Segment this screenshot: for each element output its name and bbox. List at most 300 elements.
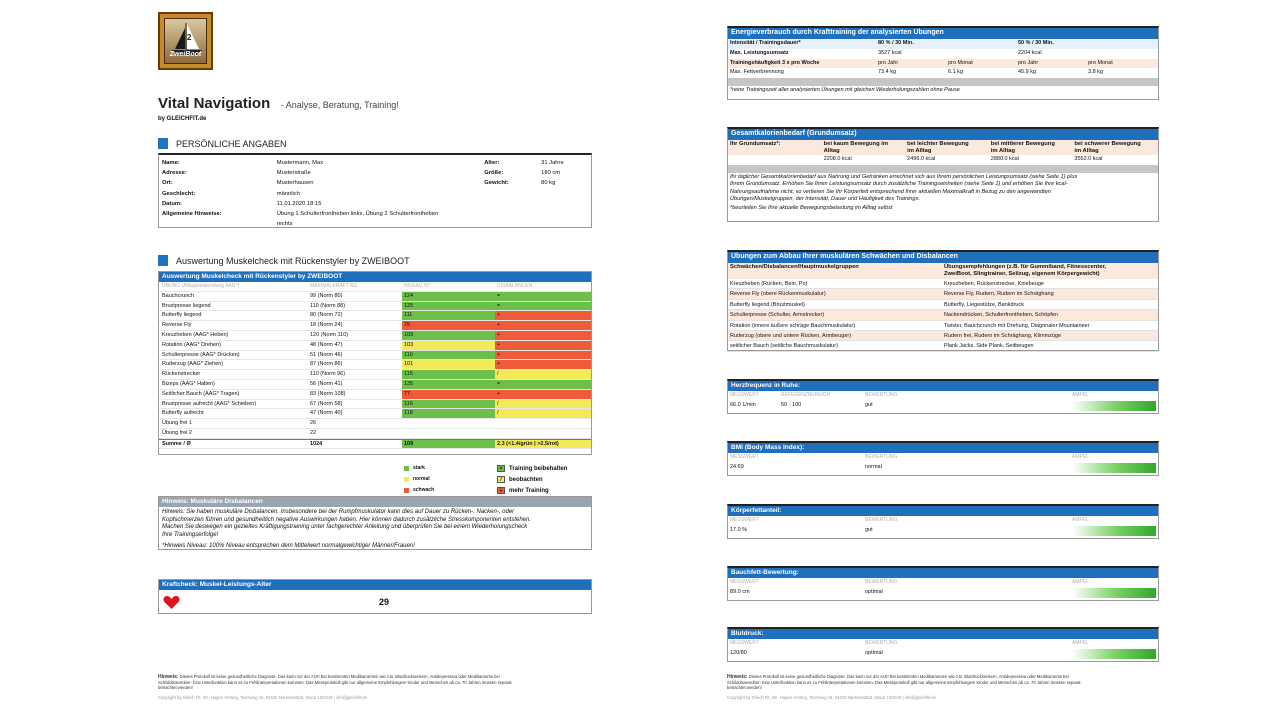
umsatz-80: 3527 kcal bbox=[878, 49, 902, 56]
vital-title: BMI (Body Mass Index): bbox=[728, 443, 1158, 453]
header-bewertung: BEWERTUNG bbox=[865, 578, 898, 585]
exercise-niveau: 115 bbox=[402, 370, 495, 379]
exercise-niveau: 77 bbox=[402, 390, 495, 399]
sum-niveau: 109 bbox=[402, 440, 495, 448]
left-footer bbox=[158, 674, 592, 700]
text-line: Nahrungsaufnahme nicht, so verlieren Sie Ihr Körperfett entsprechend Ihrer aktuellen Maximalkraft in Bezug zu den angewandten bbox=[730, 188, 1051, 195]
exercise-disbalance: / bbox=[495, 409, 591, 418]
calories-header-leicht bbox=[907, 141, 991, 155]
exercise-maxkraft: 110 (Norm 88) bbox=[310, 302, 346, 309]
note-line: Ihre Trainingserfolge! bbox=[162, 531, 219, 538]
header-line: Übungsempfehlungen (z.B. für Gummiband, Fitnesscenter, bbox=[944, 264, 1107, 270]
personal-value-2: 80 kg bbox=[541, 180, 556, 187]
vital-title: Blutdruck: bbox=[728, 629, 1158, 639]
energy-title: Energieverbrauch durch Krafttraining der analysierten Übungen bbox=[728, 28, 1158, 39]
personal-value-2 bbox=[541, 219, 591, 229]
personal-value: Mustermann, Max bbox=[276, 160, 324, 166]
exercise-niveau: 124 bbox=[402, 292, 495, 301]
table-row bbox=[159, 341, 591, 351]
personal-value: rechts bbox=[276, 221, 293, 228]
vital-rating: gut bbox=[865, 402, 873, 409]
personal-value-2 bbox=[541, 189, 591, 199]
vital-measure: 24.69 bbox=[730, 464, 744, 471]
vital-header bbox=[728, 516, 1158, 525]
vital-rating: normal bbox=[865, 464, 882, 471]
intensity-80: 80 % / 30 Min. bbox=[878, 40, 914, 46]
note-line: Hinweis: Sie haben muskuläre Disbalancen. Insbesondere bei der Rumpfmuskulatur kann dies auf Dauer zu Rücken-, Nacken-, oder bbox=[162, 509, 515, 515]
fat-year-80: 73.4 kg bbox=[878, 69, 897, 76]
exercise-niveau: 75 bbox=[402, 321, 495, 330]
legend-normal bbox=[404, 476, 430, 482]
calories-text bbox=[728, 173, 1158, 214]
weakness-name: seitlicher Bauch (seitliche Bauchmuskulatur) bbox=[730, 343, 838, 350]
footer-hint-label: Hinweis: bbox=[158, 674, 179, 680]
energy-row-fat bbox=[728, 68, 1158, 78]
header-maxkraft: MAXIMALKRAFT KG bbox=[310, 283, 358, 289]
table-row bbox=[159, 302, 591, 312]
page-subtitle: - Analyse, Beratung, Training! bbox=[280, 100, 399, 110]
personal-label: Adresse: bbox=[162, 170, 187, 177]
footer-hint-text: Dieses Protokoll ist keine gesundheitliche Diagnose. Das kann nur der Arzt! Bei bestimmten Medikamenten wie z.B. Blutdrucksenkern, Antidepressiva oder Medikamente bei bbox=[179, 674, 500, 679]
exercise-niveau: 118 bbox=[402, 409, 495, 418]
heart-icon bbox=[163, 595, 180, 610]
personal-label bbox=[159, 219, 277, 229]
vital-title: Herzfrequenz in Ruhe: bbox=[728, 381, 1158, 391]
umsatz-label: Max. Leistungsumsatz bbox=[730, 49, 789, 56]
footer-hint-text: betrachtet werden! bbox=[158, 685, 193, 691]
text-line: Ihrem Grundumsatz. Erhöhen Sie Ihren Leistungsumsatz durch zusätzliche Trainingseinheiten (siehe Seite 1) und erhöhen Sie Ihre kcal- bbox=[730, 181, 1068, 188]
zweiboot-logo bbox=[158, 12, 213, 70]
exercises-title: Übungen zum Abbau Ihrer muskulären Schwächen und Disbalancen bbox=[728, 252, 1158, 263]
exercise-name: Schulterpresse (AAG* Drücken) bbox=[162, 351, 240, 358]
symbol-slash: / bbox=[497, 476, 505, 483]
vital-measure: 17.0 % bbox=[730, 527, 748, 534]
period-year: pro Jahr bbox=[878, 59, 899, 66]
energy-note: *reine Trainingszeit aller analysierten Übungen mit gleichen Wiederholungszahlen ohne Pause bbox=[730, 87, 960, 94]
traffic-light-bar bbox=[1072, 588, 1156, 598]
exercise-niveau: 103 bbox=[402, 341, 495, 350]
vital-values bbox=[728, 587, 1158, 599]
exercise-name: Übung frei 1 bbox=[162, 420, 192, 427]
umsatz-50: 2204 kcal bbox=[1018, 49, 1042, 56]
weakness-name: Rotation (innere äußere schräge Bauchmuskulatur) bbox=[730, 322, 856, 329]
intensity-label: Intensität / Trainingsdauer* bbox=[730, 40, 801, 46]
footer-copyright: Copyright by Gleich Fit, Inh. Hagen Herting, Teichweg 16, 04420 Markranstädt, Stand 10/2019 | info@gleichfit.de bbox=[158, 694, 367, 700]
exercise-maxkraft: 18 (Norm 24) bbox=[310, 322, 343, 329]
exercise-maxkraft: 87 (Norm 86) bbox=[310, 361, 343, 368]
vital-values bbox=[728, 648, 1158, 660]
exercise-disbalance: / bbox=[495, 400, 591, 409]
header-bewertung: BEWERTUNG bbox=[865, 516, 898, 523]
vital-ampel-cell bbox=[1072, 401, 1158, 411]
exercise-disbalance: + bbox=[495, 311, 591, 320]
calories-header-schwer bbox=[1074, 141, 1158, 155]
header-messwert: MESSWERT bbox=[730, 453, 759, 460]
header-messwert: MESSWERT bbox=[730, 578, 759, 585]
personal-label-2: Alter: bbox=[484, 160, 500, 166]
muscle-table-title: Auswertung Muskelcheck mit Rückenstyler by ZWEIBOOT bbox=[159, 272, 591, 282]
header-exercise: ÜBUNG (Alltagsanwendung AAG*) bbox=[162, 283, 240, 289]
list-item bbox=[728, 279, 1158, 289]
exercise-niveau bbox=[402, 419, 495, 428]
energy-row-intensity bbox=[728, 39, 1158, 49]
muscle-table-header bbox=[159, 282, 591, 292]
header-line: bei mittlerer Bewegung bbox=[990, 141, 1055, 147]
personal-row bbox=[159, 199, 591, 209]
footer-hint-label: Hinweis: bbox=[727, 674, 748, 680]
exercise-disbalance: / bbox=[495, 370, 591, 379]
exercise-disbalance: = bbox=[495, 292, 591, 301]
exercise-name: Bauchcrunch bbox=[162, 292, 195, 299]
exercise-niveau: 110 bbox=[402, 351, 495, 360]
period-month: pro Monat bbox=[948, 59, 973, 66]
disbalance-note bbox=[158, 496, 592, 550]
sailboat-icon bbox=[165, 19, 208, 65]
yellow-swatch bbox=[404, 477, 409, 482]
footer-hint-text: betrachtet werden! bbox=[727, 685, 762, 691]
table-row bbox=[159, 351, 591, 361]
exercise-recommendation: Twister, Bauchcrunch mit Drehung, Diagonaler Mountaineer bbox=[944, 322, 1090, 329]
exercise-maxkraft: 47 (Norm 40) bbox=[310, 410, 343, 417]
exercises-table bbox=[727, 250, 1159, 351]
vital-box bbox=[727, 379, 1159, 414]
list-item bbox=[728, 341, 1158, 351]
footer-hint-text: Dieses Protokoll ist keine gesundheitliche Diagnose. Das kann nur der Arzt! Bei bestimmten Medikamenten wie z.B. Blutdrucksenkern, Antidepressiva oder Medikamente bei bbox=[748, 674, 1069, 679]
text-line: Ihr täglicher Gesamtkalorienbedarf aus Nahrung und Getränken errechnet sich aus Ihrem persönlichen Leistungsumsatz (siehe Seite 1) plus bbox=[730, 173, 1078, 180]
spacer bbox=[728, 155, 824, 165]
personal-row bbox=[159, 168, 591, 178]
disbalance-note-title: Hinweis: Muskuläre Disbalancen bbox=[159, 497, 591, 507]
vital-values bbox=[728, 525, 1158, 537]
exercise-name: Bizeps (AAG* Halten) bbox=[162, 380, 215, 387]
note-footnote: *Hinweis Niveau: 100% Niveau entsprechen dem Mittelwert normalgewichtiger Männer/Frauen! bbox=[162, 543, 415, 550]
weakness-name: Butterfly liegend (Brustmuskel) bbox=[730, 301, 805, 308]
sum-disbalance: 2.3 (<1.4/grün | >2.5/rot) bbox=[495, 440, 591, 448]
personal-row bbox=[159, 189, 591, 199]
legend-schwach bbox=[404, 487, 434, 493]
header-recommendation bbox=[944, 264, 1158, 279]
table-row bbox=[159, 360, 591, 370]
kraftcheck-box bbox=[158, 579, 592, 614]
exercise-recommendation: Kreuzheben, Rückenstrecker, Kniebeuge bbox=[944, 281, 1044, 287]
vital-rating: gut bbox=[865, 527, 873, 534]
energy-table bbox=[727, 26, 1159, 100]
exercise-maxkraft: 51 (Norm 46) bbox=[310, 351, 343, 358]
vital-measure: 66.0 1/min bbox=[730, 402, 756, 409]
exercise-maxkraft: 80 (Norm 72) bbox=[310, 312, 343, 319]
header-messwert: MESSWERT bbox=[730, 516, 759, 523]
exercise-niveau: 109 bbox=[402, 331, 495, 340]
separator bbox=[728, 165, 1158, 173]
period-year: pro Jahr bbox=[1018, 59, 1039, 66]
list-item bbox=[728, 310, 1158, 320]
byline: by GLEICHFIT.de bbox=[158, 116, 207, 122]
kcal-leicht: 2496.0 kcal bbox=[907, 156, 936, 162]
calories-values-row bbox=[728, 155, 1158, 165]
vital-ampel-cell bbox=[1072, 588, 1158, 598]
energy-row-frequency bbox=[728, 59, 1158, 69]
personal-row bbox=[159, 178, 591, 188]
muscle-sum-row bbox=[159, 439, 591, 449]
table-row bbox=[159, 400, 591, 410]
header-messwert: MESSWERT bbox=[730, 639, 759, 646]
exercise-niveau: 135 bbox=[402, 380, 495, 389]
exercise-maxkraft: 48 (Norm 47) bbox=[310, 341, 343, 348]
header-line: im Alltag bbox=[1074, 147, 1099, 154]
header-bewertung: BEWERTUNG bbox=[865, 453, 898, 460]
header-ampel: AMPEL bbox=[1072, 391, 1089, 398]
table-row bbox=[159, 321, 591, 331]
vital-ampel-cell bbox=[1072, 463, 1158, 473]
header-ampel: AMPEL bbox=[1072, 639, 1089, 646]
vital-header bbox=[728, 391, 1158, 400]
exercise-recommendation: Plank Jacks, Side Plank, Seitbeugen bbox=[944, 343, 1034, 350]
calories-header-kaum bbox=[824, 141, 908, 155]
green-swatch bbox=[404, 466, 409, 471]
fat-month-80: 6.1 kg bbox=[948, 69, 963, 76]
red-swatch bbox=[404, 488, 409, 493]
header-ampel: AMPEL bbox=[1072, 516, 1089, 523]
traffic-light-bar bbox=[1072, 649, 1156, 659]
exercise-maxkraft: 120 (Norm 110) bbox=[310, 331, 349, 338]
footer-hint-text: Schilddrüsenüber- bzw Unterfunktion kann es zu Fehlinterpretationen kommen. Das Messprotokoll gibt nur allgemeine Empfehlungen! Kinder und Menschen ab ca. 70 Jahren müssen separat bbox=[158, 680, 512, 686]
personal-label-2 bbox=[484, 219, 541, 229]
exercise-name: Brustpresse aufrecht (AAG* Schieben) bbox=[162, 400, 257, 407]
kcal-mittel: 2880.0 kcal bbox=[990, 156, 1019, 162]
exercise-name: Brustpresse liegend bbox=[162, 302, 211, 309]
sum-kg: 1024 bbox=[310, 440, 323, 447]
legend-beibehalten-label: Training beibehalten bbox=[509, 465, 568, 472]
exercise-maxkraft: 83 (Norm 108) bbox=[310, 390, 346, 397]
footer-copyright: Copyright by Gleich Fit, Inh. Hagen Herting, Teichweg 16, 04420 Markranstädt, Stand 10/2019 | info@gleichfit.de bbox=[727, 694, 936, 700]
vital-header bbox=[728, 639, 1158, 648]
calories-header-mittel bbox=[991, 141, 1075, 155]
exercise-name: Rotation (AAG* Drehen) bbox=[162, 341, 221, 348]
note-line: Kopfschmerzen führen und gesundheitlich negative Auswirkungen haben. Hier können dadurch zusätzliche Stresskomponenten entstehen. bbox=[162, 516, 532, 523]
section-marker bbox=[158, 255, 168, 266]
vital-ampel-cell bbox=[1072, 526, 1158, 536]
exercise-disbalance: + bbox=[495, 390, 591, 399]
exercise-name: Übung frei 2 bbox=[162, 429, 192, 436]
logo-brand: ZweiBoot bbox=[169, 51, 202, 58]
calories-title: Gesamtkalorienbedarf (Grundumsatz) bbox=[728, 129, 1158, 140]
exercise-recommendation: Nackendrücken, Schulterfrontheben, Schöpfen bbox=[944, 312, 1059, 319]
exercise-disbalance: + bbox=[495, 321, 591, 330]
table-row bbox=[159, 409, 591, 419]
calories-table bbox=[727, 127, 1159, 222]
personal-label-2: Größe: bbox=[484, 170, 504, 177]
list-item bbox=[728, 331, 1158, 341]
legend-beibehalten bbox=[497, 465, 567, 472]
personal-value-2: 180 cm bbox=[541, 170, 561, 177]
exercise-maxkraft: 26 bbox=[310, 420, 317, 427]
personal-label-2: Gewicht: bbox=[484, 180, 509, 187]
exercise-recommendation: Reverse Fly, Rudern, Rudern im Schräghang bbox=[944, 291, 1054, 298]
personal-label-2 bbox=[484, 199, 541, 209]
calories-footnote: *beurteilen Sie Ihre aktuelle Bewegungsbelastung im Alltag selbst bbox=[730, 205, 893, 212]
intensity-50: 50 % / 30 Min. bbox=[1018, 40, 1054, 46]
energy-row-umsatz bbox=[728, 49, 1158, 59]
symbol-plus: + bbox=[497, 487, 505, 494]
exercise-maxkraft: 56 (Norm 41) bbox=[310, 380, 343, 387]
legend-beobachten-label: beobachten bbox=[509, 476, 543, 483]
kraftcheck-title: Kraftcheck: Muskel-Leistungs-Alter bbox=[159, 580, 591, 590]
header-line: bei schwerer Bewegung bbox=[1074, 141, 1141, 147]
separator bbox=[728, 78, 1158, 86]
exercise-disbalance: + bbox=[495, 360, 591, 369]
table-row bbox=[159, 331, 591, 341]
table-row bbox=[159, 390, 591, 400]
table-row bbox=[159, 370, 591, 380]
vital-measure: 120/80 bbox=[730, 650, 747, 657]
muscle-table bbox=[158, 271, 592, 455]
personal-section-title: PERSÖNLICHE ANGABEN bbox=[176, 138, 287, 149]
vital-ampel-cell bbox=[1072, 649, 1158, 659]
exercise-maxkraft: 67 (Norm 58) bbox=[310, 400, 343, 407]
exercise-disbalance bbox=[495, 429, 591, 438]
header-line: bei leichter Bewegung bbox=[907, 141, 969, 147]
personal-label: Geschlecht: bbox=[162, 190, 196, 197]
exercise-disbalance: + bbox=[495, 341, 591, 350]
legend-beobachten bbox=[497, 476, 543, 483]
table-row bbox=[159, 380, 591, 390]
traffic-light-bar bbox=[1072, 463, 1156, 473]
personal-value-2 bbox=[541, 209, 591, 219]
traffic-light-bar bbox=[1072, 401, 1156, 411]
header-messwert: MESSWERT bbox=[730, 391, 759, 398]
vital-box bbox=[727, 566, 1159, 601]
personal-label-2 bbox=[484, 189, 541, 199]
exercise-disbalance: = bbox=[495, 302, 591, 311]
list-item bbox=[728, 289, 1158, 299]
muscle-section-heading bbox=[158, 255, 410, 266]
text-line: Übungen/Muskelgruppen, der Intensität, Dauer und Häufigkeit des Trainings. bbox=[730, 196, 920, 203]
exercise-niveau: 125 bbox=[402, 302, 495, 311]
vital-measure: 89.0 cm bbox=[730, 589, 750, 596]
legend-stark bbox=[404, 465, 425, 471]
symbol-equal: = bbox=[497, 465, 505, 472]
list-item bbox=[728, 321, 1158, 331]
vital-rating: optimal bbox=[865, 589, 883, 596]
table-row bbox=[159, 292, 591, 302]
exercise-name: Ruderzug (AAG* Ziehen) bbox=[162, 361, 224, 368]
header-disbalancen: DISBALANCEN bbox=[497, 283, 533, 289]
personal-row bbox=[159, 158, 591, 168]
exercise-name: Butterfly aufrecht bbox=[162, 410, 204, 417]
weakness-name: Reverse Fly (obere Rückenmuskulatur) bbox=[730, 291, 826, 298]
kcal-kaum: 2208.0 kcal bbox=[823, 156, 852, 162]
personal-label: Allgemeine Hinweise: bbox=[162, 210, 222, 217]
weakness-name: Schulterpresse (Schulter, Armstrecker) bbox=[730, 312, 825, 319]
exercise-maxkraft: 99 (Norm 80) bbox=[310, 292, 343, 299]
header-line: bei kaum Bewegung im bbox=[823, 141, 888, 147]
vital-title: Bauchfett-Bewertung: bbox=[728, 568, 1158, 578]
table-row bbox=[159, 311, 591, 321]
legend-schwach-label: schwach bbox=[413, 487, 435, 493]
exercise-name: Reverse Fly bbox=[162, 322, 192, 329]
header-line: im Alltag bbox=[907, 147, 932, 154]
personal-value: Musterstraße bbox=[276, 170, 311, 177]
exercise-disbalance bbox=[495, 419, 591, 428]
exercise-maxkraft: 110 (Norm 96) bbox=[310, 371, 346, 378]
weakness-name: Ruderzug (obere und untere Rücken, Armbeuger) bbox=[730, 332, 852, 339]
exercise-recommendation: Butterfly, Liegestütze, Bankdruck bbox=[944, 301, 1024, 308]
right-footer bbox=[727, 674, 1159, 700]
fat-year-50: 45.9 kg bbox=[1018, 69, 1037, 76]
personal-value: Übung 1 Schulterfrontheben links, Übung 2 Schulterfrontheben bbox=[276, 210, 439, 217]
calories-header-row bbox=[728, 140, 1158, 155]
personal-value-2: 31 Jahre bbox=[541, 160, 564, 166]
personal-label: Name: bbox=[162, 160, 180, 166]
vital-title: Körperfettanteil: bbox=[728, 506, 1158, 516]
vital-values bbox=[728, 462, 1158, 474]
header-line: ZweiBoot, Slingtrainer, Seilzug, eigenem Körpergewicht) bbox=[944, 271, 1100, 277]
exercises-header bbox=[728, 263, 1158, 279]
exercise-niveau bbox=[402, 429, 495, 438]
exercise-disbalance: = bbox=[495, 380, 591, 389]
vital-rating: optimal bbox=[865, 650, 883, 657]
grundumsatz-label: Ihr Grundumsatz*: bbox=[730, 141, 781, 147]
page-title: Vital Navigation bbox=[158, 95, 271, 112]
personal-value: männlich bbox=[276, 190, 300, 197]
muscle-section-title: Auswertung Muskelcheck mit Rückenstyler by ZWEIBOOT bbox=[176, 255, 410, 266]
footer-hint-text: Schilddrüsenüber- bzw Unterfunktion kann es zu Fehlinterpretationen kommen. Das Messprotokoll gibt nur allgemeine Empfehlungen! Kinder und Menschen ab ca. 70 Jahren müssen separat bbox=[727, 680, 1081, 686]
personal-section-heading bbox=[158, 138, 287, 149]
vital-box bbox=[727, 441, 1159, 476]
frequency-label: Trainingshäufigkeit 3 x pro Woche bbox=[730, 59, 820, 66]
exercise-disbalance: + bbox=[495, 351, 591, 360]
header-bewertung: BEWERTUNG bbox=[865, 391, 898, 398]
personal-label: Ort: bbox=[162, 180, 173, 187]
page-title-row bbox=[158, 95, 399, 113]
vital-values bbox=[728, 400, 1158, 412]
exercise-name: Rückenstrecker bbox=[162, 371, 201, 378]
note-line: Machen Sie deswegen ein gezieltes Kräftigungstraining unter fachgerechter Anleitung und überprüfen Sie bei einem Wiederholungscheck bbox=[162, 524, 528, 531]
header-bewertung: BEWERTUNG bbox=[865, 639, 898, 646]
header-weakness: Schwächen/Disbalancen/Hauptmuskelgruppen bbox=[730, 264, 859, 270]
header-ampel: AMPEL bbox=[1072, 453, 1089, 460]
personal-row bbox=[159, 219, 591, 229]
vital-box bbox=[727, 504, 1159, 539]
header-line: Alltag bbox=[823, 147, 840, 154]
fat-month-50: 3.8 kg bbox=[1088, 69, 1103, 76]
exercise-name: Seitlicher Bauch (AAG* Tragen) bbox=[162, 390, 240, 397]
period-month: pro Monat bbox=[1088, 59, 1113, 66]
personal-value: 11.01.2020 18:15 bbox=[276, 200, 322, 207]
personal-value: Musterhausen bbox=[276, 180, 314, 187]
legend-mehr-training-label: mehr Training bbox=[509, 487, 549, 494]
sum-label: Summe / Ø bbox=[162, 440, 191, 447]
table-row bbox=[159, 419, 591, 429]
weakness-name: Kreuzheben (Rücken, Bein, Po) bbox=[730, 281, 808, 287]
list-item bbox=[728, 300, 1158, 310]
personal-label-2 bbox=[484, 209, 541, 219]
header-referenz: REFERENZBEREICH bbox=[781, 391, 831, 398]
vital-header bbox=[728, 453, 1158, 462]
exercise-niveau: 116 bbox=[402, 400, 495, 409]
vital-reference: 50 - 100 bbox=[781, 402, 802, 409]
legend-mehr-training bbox=[497, 487, 549, 494]
exercise-name: Butterfly liegend bbox=[162, 312, 202, 319]
kraftcheck-value: 29 bbox=[379, 597, 390, 607]
section-marker bbox=[158, 138, 168, 149]
legend-normal-label: normal bbox=[413, 476, 430, 482]
personal-value-2 bbox=[541, 199, 591, 209]
right-page bbox=[727, 0, 1159, 720]
vital-header bbox=[728, 578, 1158, 587]
exercise-niveau: 111 bbox=[402, 311, 495, 320]
logo-number: 2 bbox=[187, 33, 192, 42]
